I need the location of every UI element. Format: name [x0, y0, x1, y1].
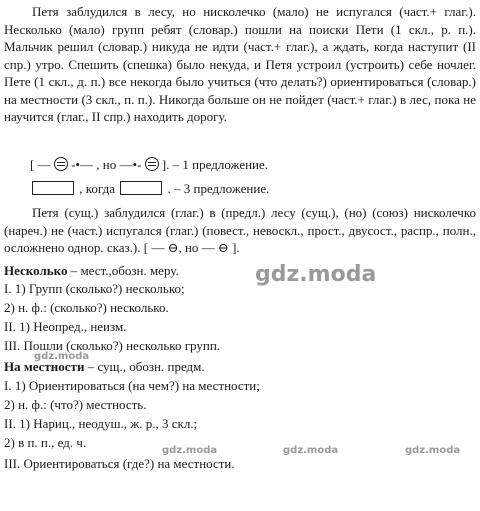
analysis-line: I. 1) Ориентироваться (на чем?) на местности;	[4, 378, 260, 393]
scheme-close: ]. – 1 предложение.	[161, 157, 269, 172]
scheme-open-bracket: [	[30, 157, 35, 172]
analysis-line: 2) н. ф.: (сколько?) несколько.	[4, 300, 169, 315]
analysis-line: III. Ориентироваться (где?) на местности.	[4, 456, 235, 471]
watermark: gdz.moda	[405, 445, 461, 456]
analysis-line: II. 1) Неопред., неизм.	[4, 319, 127, 334]
main-paragraph: Петя заблудился в лесу, но нисколечко (мало) не испугался (част.+ глаг.). Несколько (мало) групп ребят (словар.) пошли на поиски Пети (1 скл., р. п.). Мальчик решил (словар.) никуда не идти (част.+ глаг.), а ждать, когда наступит (II спр.) утро. Спешить (спешка) было некуда, и Петя устроил (устроить) себе ночлег. Пете (1 скл., д. п.) все некогда было учиться (что делать?) ориентироваться (словар.) на местности (3 скл., п. п.). Никогда больше он не пойдет (част.+ глаг.) в лес, пока не научится (глаг., II спр.) находить дорогу.	[4, 4, 476, 124]
heading-1-word: Несколько	[4, 263, 68, 278]
watermark: gdz.moda	[255, 262, 377, 287]
scheme-conj: , когда	[79, 181, 115, 196]
scheme-tail: . – 3 предложение.	[167, 181, 270, 196]
scheme-arrow: -•—	[71, 157, 93, 172]
predicate-circle-icon	[54, 157, 68, 171]
watermark: gdz.moda	[162, 445, 218, 456]
clause-box-icon	[32, 181, 74, 195]
scheme-arrow: —•-	[119, 157, 142, 172]
predicate-circle-icon	[145, 157, 159, 171]
analysis-line: 2) в п. п., ед. ч.	[4, 435, 87, 450]
analysis-line: III. Пошли (сколько?) несколько групп.	[4, 338, 221, 353]
scheme-conj: , но	[96, 157, 117, 172]
clause-box-icon	[120, 181, 162, 195]
watermark: gdz.moda	[34, 351, 90, 362]
scheme-dash: —	[37, 157, 51, 172]
heading-2-rest: – сущ., обозн. предм.	[84, 359, 205, 374]
heading-1-rest: – мест.,обозн. меру.	[67, 263, 179, 278]
scheme-line-1	[30, 156, 268, 174]
parse-paragraph: Петя (сущ.) заблудился (глаг.) в (предл.) лесу (сущ.), (но) (союз) нисколечко (нареч.) не (част.) испугался (глаг.) (повест., невоскл., прост., двусост., распр., полн., осложнено однор. сказ.). [ — ⊖, но — ⊖ ].	[4, 205, 476, 255]
analysis-line: 2) н. ф.: (что?) местность.	[4, 397, 147, 412]
heading-2-word: На местности	[4, 359, 85, 374]
scheme-line-2	[30, 180, 269, 198]
heading-1	[4, 262, 179, 280]
analysis-line: II. 1) Нариц., неодуш., ж. р., 3 скл.;	[4, 416, 198, 431]
analysis-line: I. 1) Групп (сколько?) несколько;	[4, 281, 185, 296]
watermark: gdz.moda	[283, 445, 339, 456]
